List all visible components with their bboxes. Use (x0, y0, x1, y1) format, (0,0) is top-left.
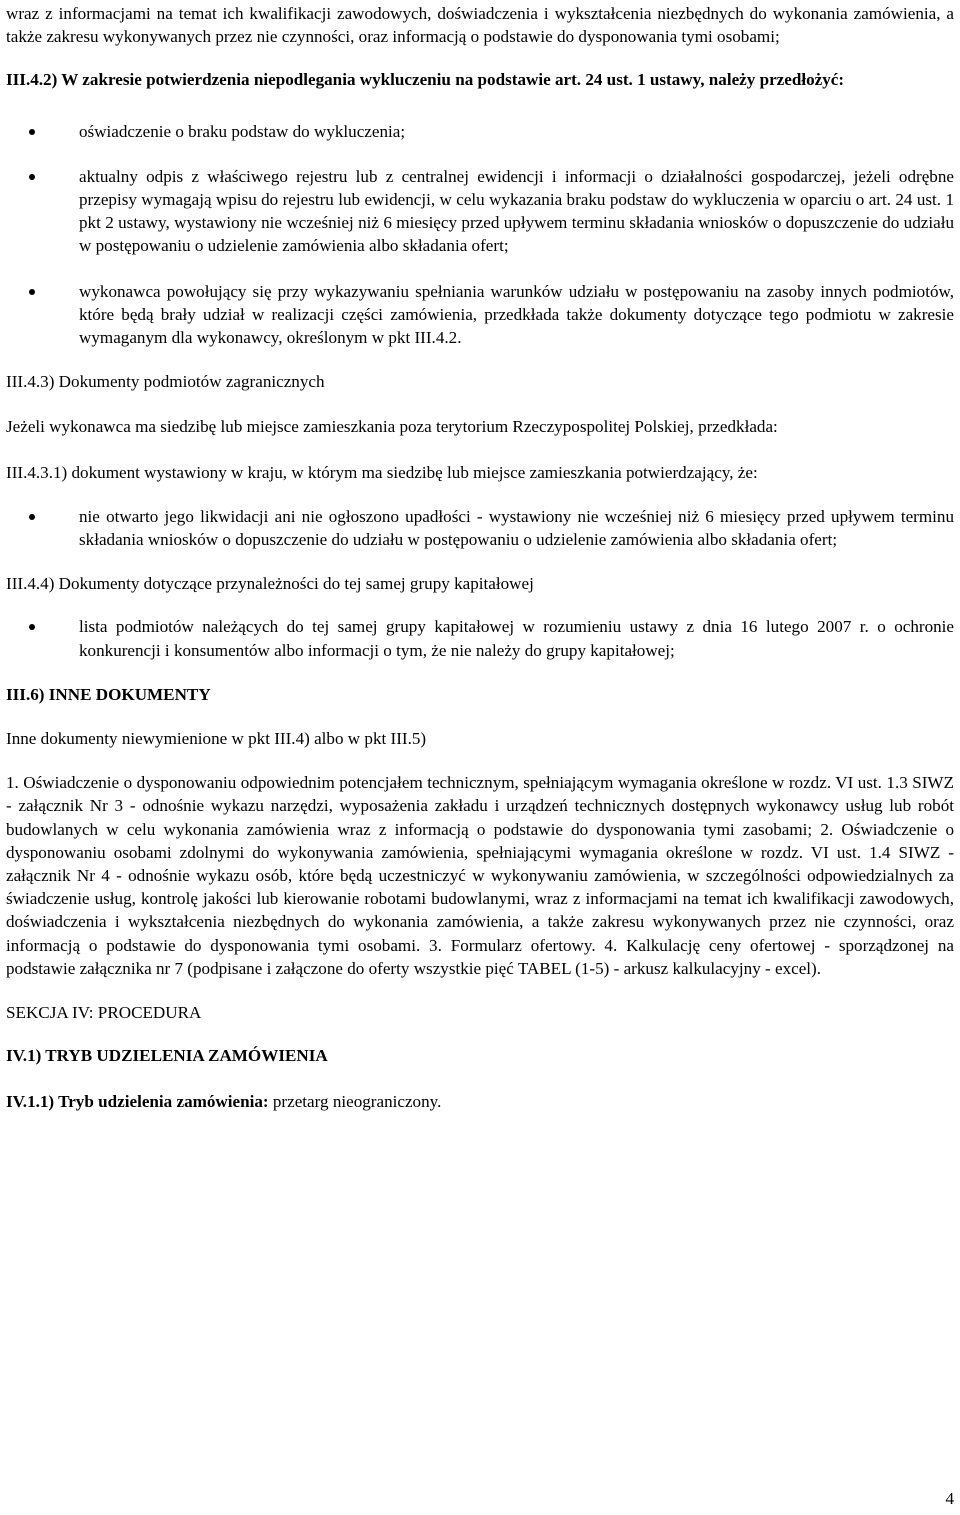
section-343-heading: III.4.3) Dokumenty podmiotów zagranicznych (6, 372, 325, 392)
section-342-list (6, 120, 954, 350)
section-344-list (6, 615, 954, 661)
section-36-text: 1. Oświadczenie o dysponowaniu odpowiednim potencjałem technicznym, spełniającym wymagania określone w rozdz. VI ust. 1.3 SIWZ - załącznik Nr 3 - odnośnie wykazu narzędzi, wyposażenia zakładu i urządzeń technicznych dostępnych wykonawcy usług lub robót budowlanych w celu wykonania zamówienia wraz z informacją o podstawie do dysponowania tymi zasobami; 2. Oświadczenie o dysponowaniu osobami zdolnymi do wykonywania zamówienia, spełniającymi wymagania określone w rozdz. VI ust. 1.4 SIWZ - załącznik Nr 4 - odnośnie wykazu osób, które będą uczestniczyć w wykonywaniu zamówienia, w szczególności odpowiedzialnych za świadczenie usług, kontrolę jakości lub kierowanie robotami budowlanymi, wraz z informacjami na temat ich kwalifikacji zawodowych, doświadczenia i wykształcenia niezbędnych do wykonania zamówienia, a także zakresu wykonywanych przez nie czynności, oraz informacją o podstawie do dysponowania tymi osobami. 3. Formularz ofertowy. 4. Kalkulację ceny ofertowej - sporządzonej na podstawie załącznika nr 7 (podpisane i załączone do oferty wszystkie pięć TABEL (1-5) - arkusz kalkulacyjny - excel). (6, 773, 954, 978)
list-item-text: nie otwarto jego likwidacji ani nie ogłoszono upadłości - wystawiony nie wcześniej niż 6 miesięcy przed upływem terminu składania wniosków o dopuszczenie do udziału w postępowaniu o udzielenie zamówienia albo składania ofert; (79, 506, 954, 550)
section-36-intro: Inne dokumenty niewymienione w pkt III.4) albo w pkt III.5) (6, 729, 427, 749)
list-item (6, 615, 954, 661)
section-36-heading: III.6) INNE DOKUMENTY (6, 684, 211, 704)
list-item (6, 165, 954, 258)
section-iv11-value: przetarg nieograniczony. (268, 1091, 442, 1111)
section-iv11-label: IV.1.1) Tryb udzielenia zamówienia: (6, 1091, 269, 1111)
list-item-text: oświadczenie o braku podstaw do wykluczenia; (79, 121, 406, 141)
section-iv11-line (6, 1090, 954, 1113)
section-344-heading: III.4.4) Dokumenty dotyczące przynależności do tej samej grupy kapitałowej (6, 574, 534, 594)
bullet-icon (29, 129, 35, 135)
section-iv1-heading: IV.1) TRYB UDZIELENIA ZAMÓWIENIA (6, 1046, 328, 1066)
list-item (6, 505, 954, 551)
document-page (0, 2, 960, 1515)
bullet-icon (29, 514, 35, 520)
list-item (6, 120, 954, 143)
section-343-list (6, 505, 954, 551)
bullet-icon (29, 624, 35, 630)
list-item-text: lista podmiotów należących do tej samej grupy kapitałowej w rozumieniu ustawy z dnia 16 lutego 2007 r. o ochronie konkurencji i konsumentów albo informacji o tym, że nie należy do grupy kapitałowej; (79, 617, 954, 660)
section-343-sub-heading: III.4.3.1) dokument wystawiony w kraju, w którym ma siedzibę lub miejsce zamieszkania potwierdzający, że: (6, 462, 758, 482)
list-item-text: aktualny odpis z właściwego rejestru lub z centralnej ewidencji i informacji o działalności gospodarczej, jeżeli odrębne przepisy wymagają wpisu do rejestru lub ewidencji, w celu wykazania braku podstaw do wykluczenia w oparciu o art. 24 ust. 1 pkt 2 ustawy, wystawiony nie wcześniej niż 6 miesięcy przed upływem terminu składania wniosków o dopuszczenie do udziału w postępowaniu o udzielenie zamówienia albo składania ofert; (79, 166, 954, 256)
section-343-text: Jeżeli wykonawca ma siedzibę lub miejsce zamieszkania poza terytorium Rzeczypospolitej Polskiej, przedkłada: (6, 417, 778, 437)
section-iv-heading: SEKCJA IV: PROCEDURA (6, 1003, 202, 1023)
list-item (6, 280, 954, 350)
section-342-heading: III.4.2) W zakresie potwierdzenia niepodlegania wykluczeniu na podstawie art. 24 ust. 1 ustawy, należy przedłożyć: (6, 70, 845, 90)
list-item-text: wykonawca powołujący się przy wykazywaniu spełniania warunków udziału w postępowaniu na zasoby innych podmiotów, które będą brały udział w realizacji części zamówienia, przedkłada także dokumenty dotyczące tego podmiotu w zakresie wymaganym dla wykonawcy, określonym w pkt III.4.2. (79, 281, 954, 348)
intro-continuation: wraz z informacjami na temat ich kwalifikacji zawodowych, doświadczenia i wykształcenia niezbędnych do wykonania zamówienia, a także zakresu wykonywanych przez nie czynności, oraz informacją o podstawie do dysponowania tymi osobami; (6, 4, 954, 47)
bullet-icon (29, 289, 35, 295)
bullet-icon (29, 174, 35, 180)
page-number: 4 (945, 1489, 954, 1508)
